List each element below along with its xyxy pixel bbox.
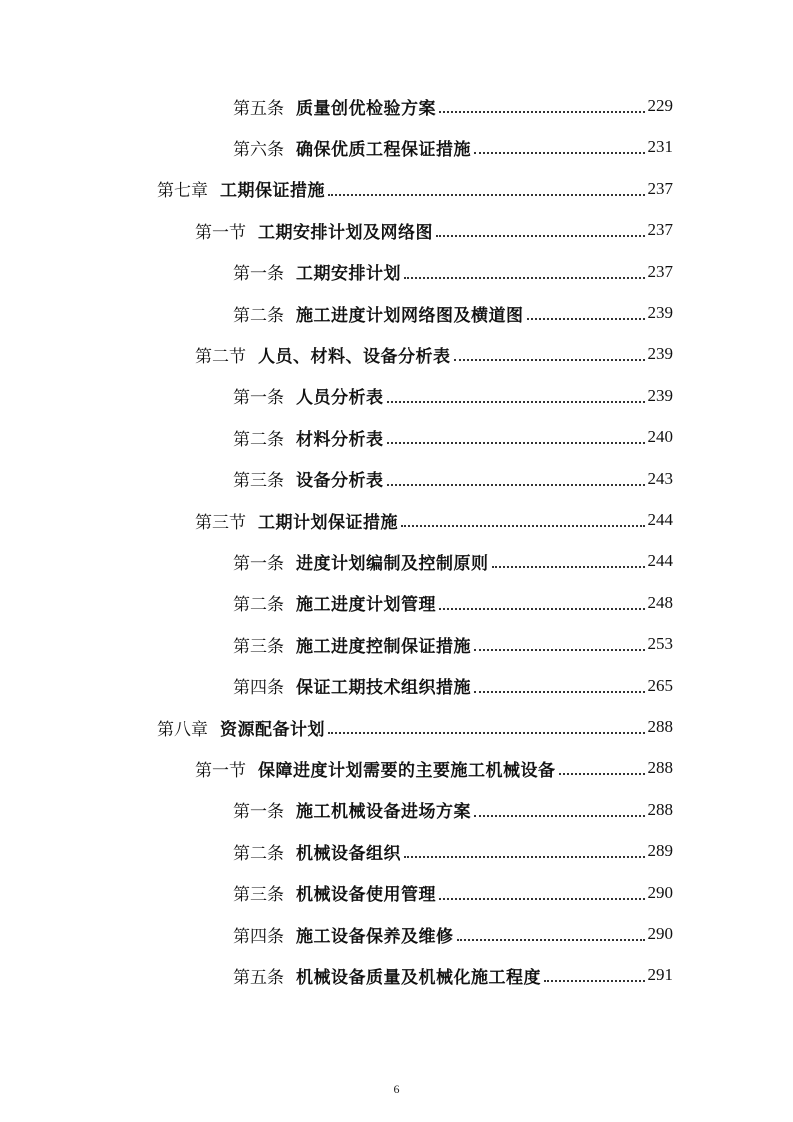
toc-entry-number: 第二条 xyxy=(233,305,284,326)
toc-entry-title: 施工进度计划网络图及横道图 xyxy=(296,305,524,326)
toc-entry-page: 240 xyxy=(647,427,673,447)
toc-entry-number: 第二节 xyxy=(195,346,246,367)
toc-entry-page: 290 xyxy=(647,924,673,943)
dot-leader xyxy=(439,608,645,610)
toc-entry-title: 机械设备质量及机械化施工程度 xyxy=(296,967,541,988)
dot-leader xyxy=(527,318,645,320)
toc-entry-number: 第一条 xyxy=(233,264,284,285)
toc-entry[interactable] xyxy=(233,958,673,992)
toc-entry-title: 工期保证措施 xyxy=(220,181,325,202)
toc-entry-number: 第五条 xyxy=(233,967,284,988)
toc-entry-page: 229 xyxy=(647,96,673,115)
page-number: 6 xyxy=(393,1082,400,1096)
toc-entry-number: 第一条 xyxy=(233,802,284,823)
toc-entry-number: 第二条 xyxy=(233,595,284,616)
toc-entry-title: 施工机械设备进场方案 xyxy=(296,802,471,823)
toc-entry-page: 237 xyxy=(647,178,673,198)
dot-leader xyxy=(404,277,645,279)
toc-entry[interactable] xyxy=(233,917,673,951)
toc-entry-page: 237 xyxy=(647,220,673,240)
dot-leader xyxy=(387,484,645,486)
toc-entry-title: 设备分析表 xyxy=(296,471,384,492)
toc-entry-page: 290 xyxy=(647,882,673,902)
toc-entry[interactable] xyxy=(233,627,673,661)
toc-entry-title: 工期安排计划及网络图 xyxy=(258,222,433,243)
toc-entry[interactable] xyxy=(195,751,673,785)
toc-entry-page: 265 xyxy=(647,675,673,695)
toc-entry-title: 机械设备使用管理 xyxy=(296,885,436,906)
toc-entry-number: 第一节 xyxy=(195,760,246,781)
toc-entry-page: 248 xyxy=(647,592,673,612)
toc-entry[interactable] xyxy=(195,213,673,247)
toc-entry-page: 237 xyxy=(647,261,673,281)
dot-leader xyxy=(436,235,645,237)
toc-entry-title: 施工进度计划管理 xyxy=(296,595,436,616)
toc-entry[interactable] xyxy=(233,296,673,330)
toc-entry-number: 第二条 xyxy=(233,429,284,450)
toc-entry-number: 第一节 xyxy=(195,222,246,243)
toc-entry-title: 质量创优检验方案 xyxy=(296,98,436,119)
dot-leader xyxy=(457,939,645,941)
toc-entry-number: 第一条 xyxy=(233,388,284,409)
toc-entry-title: 施工进度控制保证措施 xyxy=(296,636,471,657)
toc-entry[interactable] xyxy=(233,255,673,289)
toc-entry-page: 288 xyxy=(647,799,673,819)
toc-entry-number: 第三条 xyxy=(233,471,284,492)
toc-entry[interactable] xyxy=(233,669,673,703)
toc-entry-title: 确保优质工程保证措施 xyxy=(296,139,471,160)
dot-leader xyxy=(474,815,645,817)
toc-entry-page: 289 xyxy=(647,841,673,861)
dot-leader xyxy=(328,194,645,196)
dot-leader xyxy=(474,649,645,651)
dot-leader xyxy=(439,111,645,113)
toc-entry[interactable] xyxy=(157,710,673,744)
toc-entry-number: 第三条 xyxy=(233,636,284,657)
toc-entry[interactable] xyxy=(233,586,673,620)
toc-entry[interactable] xyxy=(233,834,673,868)
toc-entry-page: 239 xyxy=(647,344,673,364)
toc-entry-page: 243 xyxy=(647,468,673,488)
toc-entry-title: 工期安排计划 xyxy=(296,264,401,285)
toc-entry[interactable] xyxy=(233,876,673,910)
toc-entry-number: 第七章 xyxy=(157,181,208,202)
toc-entry[interactable] xyxy=(233,793,673,827)
toc-entry-number: 第八章 xyxy=(157,719,208,740)
toc-entry-page: 231 xyxy=(647,137,673,157)
toc-entry[interactable] xyxy=(195,503,673,537)
toc-entry-page: 288 xyxy=(647,758,673,778)
toc-entry-number: 第六条 xyxy=(233,139,284,160)
toc-entry-page: 239 xyxy=(647,303,673,322)
dot-leader xyxy=(544,980,645,982)
toc-entry-title: 人员分析表 xyxy=(296,388,384,409)
toc-entry-title: 施工设备保养及维修 xyxy=(296,926,454,947)
toc-entry-number: 第四条 xyxy=(233,678,284,699)
toc-entry-page: 253 xyxy=(647,634,673,654)
toc-entry[interactable] xyxy=(195,337,673,371)
toc-entry-page: 239 xyxy=(647,385,673,405)
toc-entry-title: 保障进度计划需要的主要施工机械设备 xyxy=(258,760,556,781)
dot-leader xyxy=(492,566,645,568)
toc-entry-number: 第三节 xyxy=(195,512,246,533)
toc-entry-title: 材料分析表 xyxy=(296,429,384,450)
toc-entry-title: 资源配备计划 xyxy=(220,719,325,740)
toc-entry[interactable] xyxy=(233,544,673,578)
toc-entry-title: 保证工期技术组织措施 xyxy=(296,678,471,699)
dot-leader xyxy=(474,691,645,693)
toc-entry-title: 人员、材料、设备分析表 xyxy=(258,346,451,367)
dot-leader xyxy=(474,152,645,154)
toc-entry[interactable] xyxy=(233,89,673,123)
toc-entry-number: 第一条 xyxy=(233,553,284,574)
toc-entry-number: 第五条 xyxy=(233,98,284,119)
toc-entry[interactable] xyxy=(233,462,673,496)
toc-entry-number: 第二条 xyxy=(233,843,284,864)
toc-entry-page: 244 xyxy=(647,551,673,571)
toc-entry-page: 244 xyxy=(647,510,673,529)
toc-entry-number: 第四条 xyxy=(233,926,284,947)
toc-entry[interactable] xyxy=(157,172,673,206)
toc-entry-page: 291 xyxy=(647,965,673,985)
dot-leader xyxy=(454,359,645,361)
toc-entry[interactable] xyxy=(233,130,673,164)
toc-entry-title: 进度计划编制及控制原则 xyxy=(296,553,489,574)
dot-leader xyxy=(559,773,645,775)
toc-entry-title: 工期计划保证措施 xyxy=(258,512,398,533)
toc-entry-title: 机械设备组织 xyxy=(296,843,401,864)
toc-entry[interactable] xyxy=(233,379,673,413)
dot-leader xyxy=(404,856,645,858)
toc-entry-page: 288 xyxy=(647,717,673,736)
dot-leader xyxy=(387,401,645,403)
dot-leader xyxy=(328,732,645,734)
toc-entry[interactable] xyxy=(233,420,673,454)
dot-leader xyxy=(439,898,645,900)
toc-entry-number: 第三条 xyxy=(233,885,284,906)
dot-leader xyxy=(387,442,645,444)
dot-leader xyxy=(401,525,645,527)
